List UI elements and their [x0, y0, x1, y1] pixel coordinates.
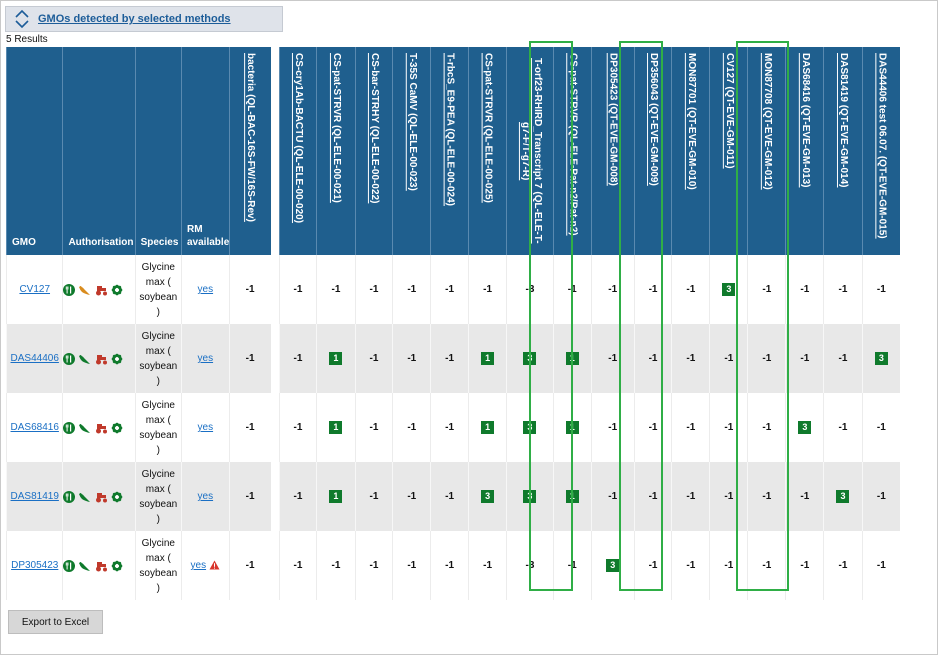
result-value: -1: [838, 560, 848, 571]
result-value: -1: [608, 422, 618, 433]
column-separator: [271, 255, 279, 324]
method-result-cell: [748, 255, 786, 324]
gmo-cell: [7, 324, 63, 393]
species-cell: [135, 255, 181, 324]
detected-result-badge: 1: [566, 352, 579, 365]
result-value: -1: [648, 422, 658, 433]
result-value: -1: [293, 560, 303, 571]
method-result-cell: [786, 255, 824, 324]
method-result-cell: [507, 462, 554, 531]
column-header-method[interactable]: T-rbcS_E9-PEA (QL-ELE-00-024): [431, 47, 469, 255]
detected-result-badge: 1: [329, 421, 342, 434]
food-authorisation-icon: [63, 491, 75, 503]
method-result-cell: [862, 462, 900, 531]
method-result-cell: [634, 255, 672, 324]
result-value: -1: [800, 284, 810, 295]
species-text: soybean: [139, 360, 178, 372]
species-text: ): [156, 375, 160, 387]
column-header-method[interactable]: DAS44406 test 06.07. (QT-EVE-GM-015): [862, 47, 900, 255]
result-value: -1: [608, 353, 618, 364]
gmo-link[interactable]: DAS68416: [10, 422, 59, 433]
result-value: -1: [331, 560, 341, 571]
method-result-cell: [431, 324, 469, 393]
column-header-method[interactable]: CS-cry1Ab-BACTU (QL-ELE-00-020): [279, 47, 317, 255]
method-result-cell: [553, 255, 591, 324]
method-result-cell: [393, 462, 431, 531]
cultivation-tractor-icon: [94, 284, 108, 296]
result-value: -1: [407, 560, 417, 571]
method-result-cell: [279, 393, 317, 462]
method-result-cell: [279, 255, 317, 324]
result-value: -1: [567, 284, 577, 295]
rm-available-cell: [182, 393, 230, 462]
authorisation-cell: [63, 255, 135, 324]
result-value: -1: [483, 560, 493, 571]
detected-result-badge: 1: [566, 490, 579, 503]
species-text: ): [156, 306, 160, 318]
method-result-cell: [786, 393, 824, 462]
result-value: -1: [724, 491, 734, 502]
result-value: -1: [686, 491, 696, 502]
method-result-cell: [672, 393, 710, 462]
detected-result-badge: 3: [798, 421, 811, 434]
result-value: -1: [245, 560, 255, 571]
method-result-cell: [553, 324, 591, 393]
species-cell: [135, 393, 181, 462]
result-value: -1: [876, 422, 886, 433]
result-value: -1: [800, 560, 810, 571]
rm-available-link[interactable]: yes: [197, 353, 214, 364]
result-value: -1: [838, 284, 848, 295]
method-result-cell: [748, 393, 786, 462]
other-uses-flower-icon: [111, 491, 123, 503]
rm-available-cell: [182, 255, 230, 324]
result-value: -1: [800, 353, 810, 364]
food-authorisation-icon: [63, 353, 75, 365]
detected-result-badge: 1: [481, 421, 494, 434]
result-value: -1: [762, 422, 772, 433]
result-value: -1: [762, 353, 772, 364]
method-result-cell: [862, 324, 900, 393]
column-header-rm-available: RM available: [182, 47, 230, 255]
result-value: -1: [445, 560, 455, 571]
method-result-cell: [317, 324, 355, 393]
detected-result-badge: 1: [329, 490, 342, 503]
section-title[interactable]: GMOs detected by selected methods: [38, 13, 231, 25]
detected-result-badge: 3: [875, 352, 888, 365]
method-result-cell: [469, 255, 507, 324]
method-result-cell: [229, 462, 271, 531]
method-result-cell: [862, 255, 900, 324]
result-value: -1: [567, 560, 577, 571]
rm-available-cell: [182, 324, 230, 393]
method-result-cell: [355, 531, 393, 600]
method-result-cell: [591, 255, 634, 324]
result-value: -1: [445, 491, 455, 502]
species-text: Glycine: [141, 261, 175, 273]
method-result-cell: [634, 462, 672, 531]
result-value: -1: [369, 353, 379, 364]
species-text: max (: [145, 483, 171, 495]
feed-bird-icon-orange: [78, 284, 91, 296]
result-value: -1: [407, 422, 417, 433]
gmo-cell: [7, 255, 63, 324]
detected-result-badge: 1: [566, 421, 579, 434]
result-value: -1: [686, 353, 696, 364]
method-result-cell: [279, 324, 317, 393]
detected-result-badge: 1: [329, 352, 342, 365]
method-result-cell: [553, 462, 591, 531]
gmo-link[interactable]: DAS81419: [10, 491, 59, 502]
authorisation-cell: [63, 531, 135, 600]
column-header-method[interactable]: T-orf23-RHIRD_Transcript 7 (QL-ELE-T-g7-F/T-g7-R): [507, 47, 554, 255]
column-header-method[interactable]: DAS81419 (QT-EVE-GM-014): [824, 47, 862, 255]
result-value: -1: [445, 353, 455, 364]
method-result-cell: [507, 255, 554, 324]
column-header-method[interactable]: CS-pat-STRVR (QL-ELE-00-025): [469, 47, 507, 255]
species-cell: [135, 462, 181, 531]
result-value: -1: [245, 491, 255, 502]
method-result-cell: [279, 462, 317, 531]
result-value: -1: [648, 491, 658, 502]
result-value: -1: [876, 491, 886, 502]
result-value: -1: [293, 491, 303, 502]
detected-result-badge: 3: [836, 490, 849, 503]
export-to-excel-button[interactable]: Export to Excel: [8, 610, 103, 634]
result-value: -1: [369, 284, 379, 295]
method-result-cell: [355, 324, 393, 393]
species-text: soybean: [139, 429, 178, 441]
gmo-cell: [7, 393, 63, 462]
other-uses-flower-icon: [111, 353, 123, 365]
method-result-cell: [591, 393, 634, 462]
result-value: -1: [838, 422, 848, 433]
method-result-cell: [469, 393, 507, 462]
table-row: [7, 462, 938, 531]
food-authorisation-icon: [63, 284, 75, 296]
detected-result-badge: 3: [722, 283, 735, 296]
method-result-cell: [469, 324, 507, 393]
result-value: -1: [724, 353, 734, 364]
rm-available-link[interactable]: yes: [197, 284, 214, 295]
column-separator: [271, 324, 279, 393]
method-result-cell: [710, 255, 748, 324]
result-value: -1: [293, 422, 303, 433]
result-value: -1: [762, 491, 772, 502]
result-value: -1: [762, 284, 772, 295]
method-result-cell: [824, 393, 862, 462]
result-value: -1: [369, 422, 379, 433]
method-result-cell: [824, 324, 862, 393]
authorisation-cell: [63, 462, 135, 531]
method-result-cell: [279, 531, 317, 600]
method-result-cell: [507, 324, 554, 393]
column-header-gmo: GMO: [7, 47, 63, 255]
table-row: [7, 255, 938, 324]
method-result-cell: [431, 255, 469, 324]
other-uses-flower-icon: [111, 560, 123, 572]
method-result-cell: [710, 462, 748, 531]
column-separator: [271, 47, 279, 255]
rm-available-cell: [182, 462, 230, 531]
result-value: -1: [245, 353, 255, 364]
method-result-cell: [355, 255, 393, 324]
column-header-method[interactable]: bacteria (QL-BAC-16S-FW/16S-Rev): [229, 47, 271, 255]
method-result-cell: [862, 393, 900, 462]
column-separator: [271, 531, 279, 600]
cultivation-tractor-icon: [94, 560, 108, 572]
species-text: max (: [145, 276, 171, 288]
method-result-cell: [591, 324, 634, 393]
species-cell: [135, 531, 181, 600]
feed-bird-icon: [78, 491, 91, 503]
column-header-method[interactable]: CS-bar-STRHY (QL-ELE-00-022): [355, 47, 393, 255]
result-value: -1: [369, 491, 379, 502]
method-result-cell: [824, 531, 862, 600]
column-separator: [271, 462, 279, 531]
cultivation-tractor-icon: [94, 422, 108, 434]
method-result-cell: [229, 531, 271, 600]
table-row: [7, 324, 938, 393]
species-text: ): [156, 513, 160, 525]
method-result-cell: [710, 324, 748, 393]
method-result-cell: [393, 324, 431, 393]
result-value: -1: [245, 284, 255, 295]
species-text: max (: [145, 345, 171, 357]
method-result-cell: [672, 324, 710, 393]
result-value: -1: [800, 491, 810, 502]
method-result-cell: [229, 324, 271, 393]
column-header-method[interactable]: DAS68416 (QT-EVE-GM-013): [786, 47, 824, 255]
method-result-cell: [634, 531, 672, 600]
species-text: ): [156, 582, 160, 594]
method-result-cell: [824, 255, 862, 324]
result-value: -1: [876, 560, 886, 571]
method-result-cell: [393, 531, 431, 600]
result-value: -1: [245, 422, 255, 433]
species-text: ): [156, 444, 160, 456]
collapse-chevron-icon[interactable]: [14, 9, 30, 29]
result-value: -1: [838, 353, 848, 364]
column-header-authorisation: Authorisation: [63, 47, 135, 255]
method-result-cell: [591, 462, 634, 531]
species-text: Glycine: [141, 330, 175, 342]
authorisation-icons: [63, 560, 134, 572]
method-result-cell: [748, 324, 786, 393]
result-value: -1: [445, 422, 455, 433]
column-header-method[interactable]: DP356043 (QT-EVE-GM-009): [634, 47, 672, 255]
result-value: -1: [369, 560, 379, 571]
result-value: -1: [293, 284, 303, 295]
species-text: soybean: [139, 567, 178, 579]
table-row: [7, 393, 938, 462]
method-result-cell: [748, 531, 786, 600]
detected-result-badge: 3: [606, 559, 619, 572]
column-header-method[interactable]: CS-pat-STRVR (QL-ELE-Pat-n2/Pat-n2): [553, 47, 591, 255]
column-header-species: Species: [135, 47, 181, 255]
cultivation-tractor-icon: [94, 491, 108, 503]
method-result-cell: [824, 462, 862, 531]
gmo-link[interactable]: DAS44406: [10, 353, 59, 364]
species-text: soybean: [139, 498, 178, 510]
detected-result-badge: 3: [523, 352, 536, 365]
authorisation-cell: [63, 393, 135, 462]
warning-icon: [209, 560, 220, 570]
method-result-cell: [862, 531, 900, 600]
rm-available-link[interactable]: yes: [197, 491, 214, 502]
result-value: -1: [407, 353, 417, 364]
column-header-method[interactable]: MON87708 (QT-EVE-GM-012): [748, 47, 786, 255]
rm-available-link[interactable]: yes: [197, 422, 214, 433]
result-value: -1: [686, 284, 696, 295]
species-cell: [135, 324, 181, 393]
section-header[interactable]: [5, 6, 283, 32]
method-result-cell: [355, 462, 393, 531]
result-value: -1: [762, 560, 772, 571]
method-result-cell: [469, 531, 507, 600]
other-uses-flower-icon: [111, 284, 123, 296]
method-result-cell: [393, 393, 431, 462]
result-value: -3: [525, 560, 535, 571]
cultivation-tractor-icon: [94, 353, 108, 365]
column-header-method[interactable]: CS-pat-STRVR (QL-ELE-00-021): [317, 47, 355, 255]
food-authorisation-icon: [63, 560, 75, 572]
method-result-cell: [431, 462, 469, 531]
result-value: -1: [686, 422, 696, 433]
method-result-cell: [393, 255, 431, 324]
method-result-cell: [786, 462, 824, 531]
result-value: -1: [483, 284, 493, 295]
method-result-cell: [672, 531, 710, 600]
column-header-method[interactable]: MON87701 (QT-EVE-GM-010): [672, 47, 710, 255]
authorisation-icons: [63, 353, 134, 365]
method-result-cell: [355, 393, 393, 462]
result-value: -1: [407, 491, 417, 502]
method-result-cell: [317, 462, 355, 531]
method-result-cell: [748, 462, 786, 531]
method-result-cell: [431, 393, 469, 462]
method-result-cell: [786, 324, 824, 393]
result-value: -1: [724, 422, 734, 433]
rm-available-link[interactable]: yes: [190, 560, 207, 571]
table-body: [7, 255, 938, 600]
method-result-cell: [710, 393, 748, 462]
method-result-cell: [431, 531, 469, 600]
detected-result-badge: 3: [481, 490, 494, 503]
result-value: -1: [608, 284, 618, 295]
result-value: -1: [648, 353, 658, 364]
result-value: -1: [724, 560, 734, 571]
table-header-row: [7, 47, 938, 255]
column-header-method[interactable]: DP305423 (QT-EVE-GM-008): [591, 47, 634, 255]
detected-result-badge: 3: [523, 421, 536, 434]
species-text: max (: [145, 414, 171, 426]
feed-bird-icon: [78, 422, 91, 434]
column-header-method[interactable]: CV127 (QT-EVE-GM-011): [710, 47, 748, 255]
method-result-cell: [317, 255, 355, 324]
method-result-cell: [553, 393, 591, 462]
method-result-cell: [591, 531, 634, 600]
method-result-cell: [672, 255, 710, 324]
species-text: soybean: [139, 291, 178, 303]
method-result-cell: [317, 393, 355, 462]
method-result-cell: [229, 255, 271, 324]
method-result-cell: [634, 393, 672, 462]
result-value: -1: [331, 284, 341, 295]
method-result-cell: [672, 462, 710, 531]
result-value: -1: [445, 284, 455, 295]
detected-result-badge: 1: [481, 352, 494, 365]
method-result-cell: [553, 531, 591, 600]
other-uses-flower-icon: [111, 422, 123, 434]
results-count: 5 Results: [6, 34, 48, 45]
method-result-cell: [634, 324, 672, 393]
table-row: [7, 531, 938, 600]
result-value: -1: [407, 284, 417, 295]
result-value: -1: [686, 560, 696, 571]
method-result-cell: [317, 531, 355, 600]
method-result-cell: [786, 531, 824, 600]
result-value: -3: [525, 284, 535, 295]
result-value: -1: [293, 353, 303, 364]
authorisation-icons: [63, 422, 134, 434]
gmo-link[interactable]: CV127: [19, 284, 51, 295]
method-result-cell: [229, 393, 271, 462]
species-text: Glycine: [141, 468, 175, 480]
result-value: -1: [876, 284, 886, 295]
method-result-cell: [469, 462, 507, 531]
result-value: -1: [648, 284, 658, 295]
species-text: max (: [145, 552, 171, 564]
rm-available-cell: [182, 531, 230, 600]
authorisation-cell: [63, 324, 135, 393]
gmo-cell: [7, 531, 63, 600]
gmo-cell: [7, 462, 63, 531]
column-separator: [271, 393, 279, 462]
column-header-method[interactable]: T-35S CaMV (QL-ELE-00-023): [393, 47, 431, 255]
authorisation-icons: [63, 284, 134, 296]
result-value: -1: [608, 491, 618, 502]
feed-bird-icon: [78, 560, 91, 572]
species-text: Glycine: [141, 399, 175, 411]
result-value: -1: [648, 560, 658, 571]
food-authorisation-icon: [63, 422, 75, 434]
feed-bird-icon: [78, 353, 91, 365]
method-result-cell: [507, 531, 554, 600]
gmo-link[interactable]: DP305423: [11, 560, 59, 571]
species-text: Glycine: [141, 537, 175, 549]
detected-result-badge: 3: [523, 490, 536, 503]
authorisation-icons: [63, 491, 134, 503]
results-table: [6, 47, 938, 600]
method-result-cell: [507, 393, 554, 462]
method-result-cell: [710, 531, 748, 600]
